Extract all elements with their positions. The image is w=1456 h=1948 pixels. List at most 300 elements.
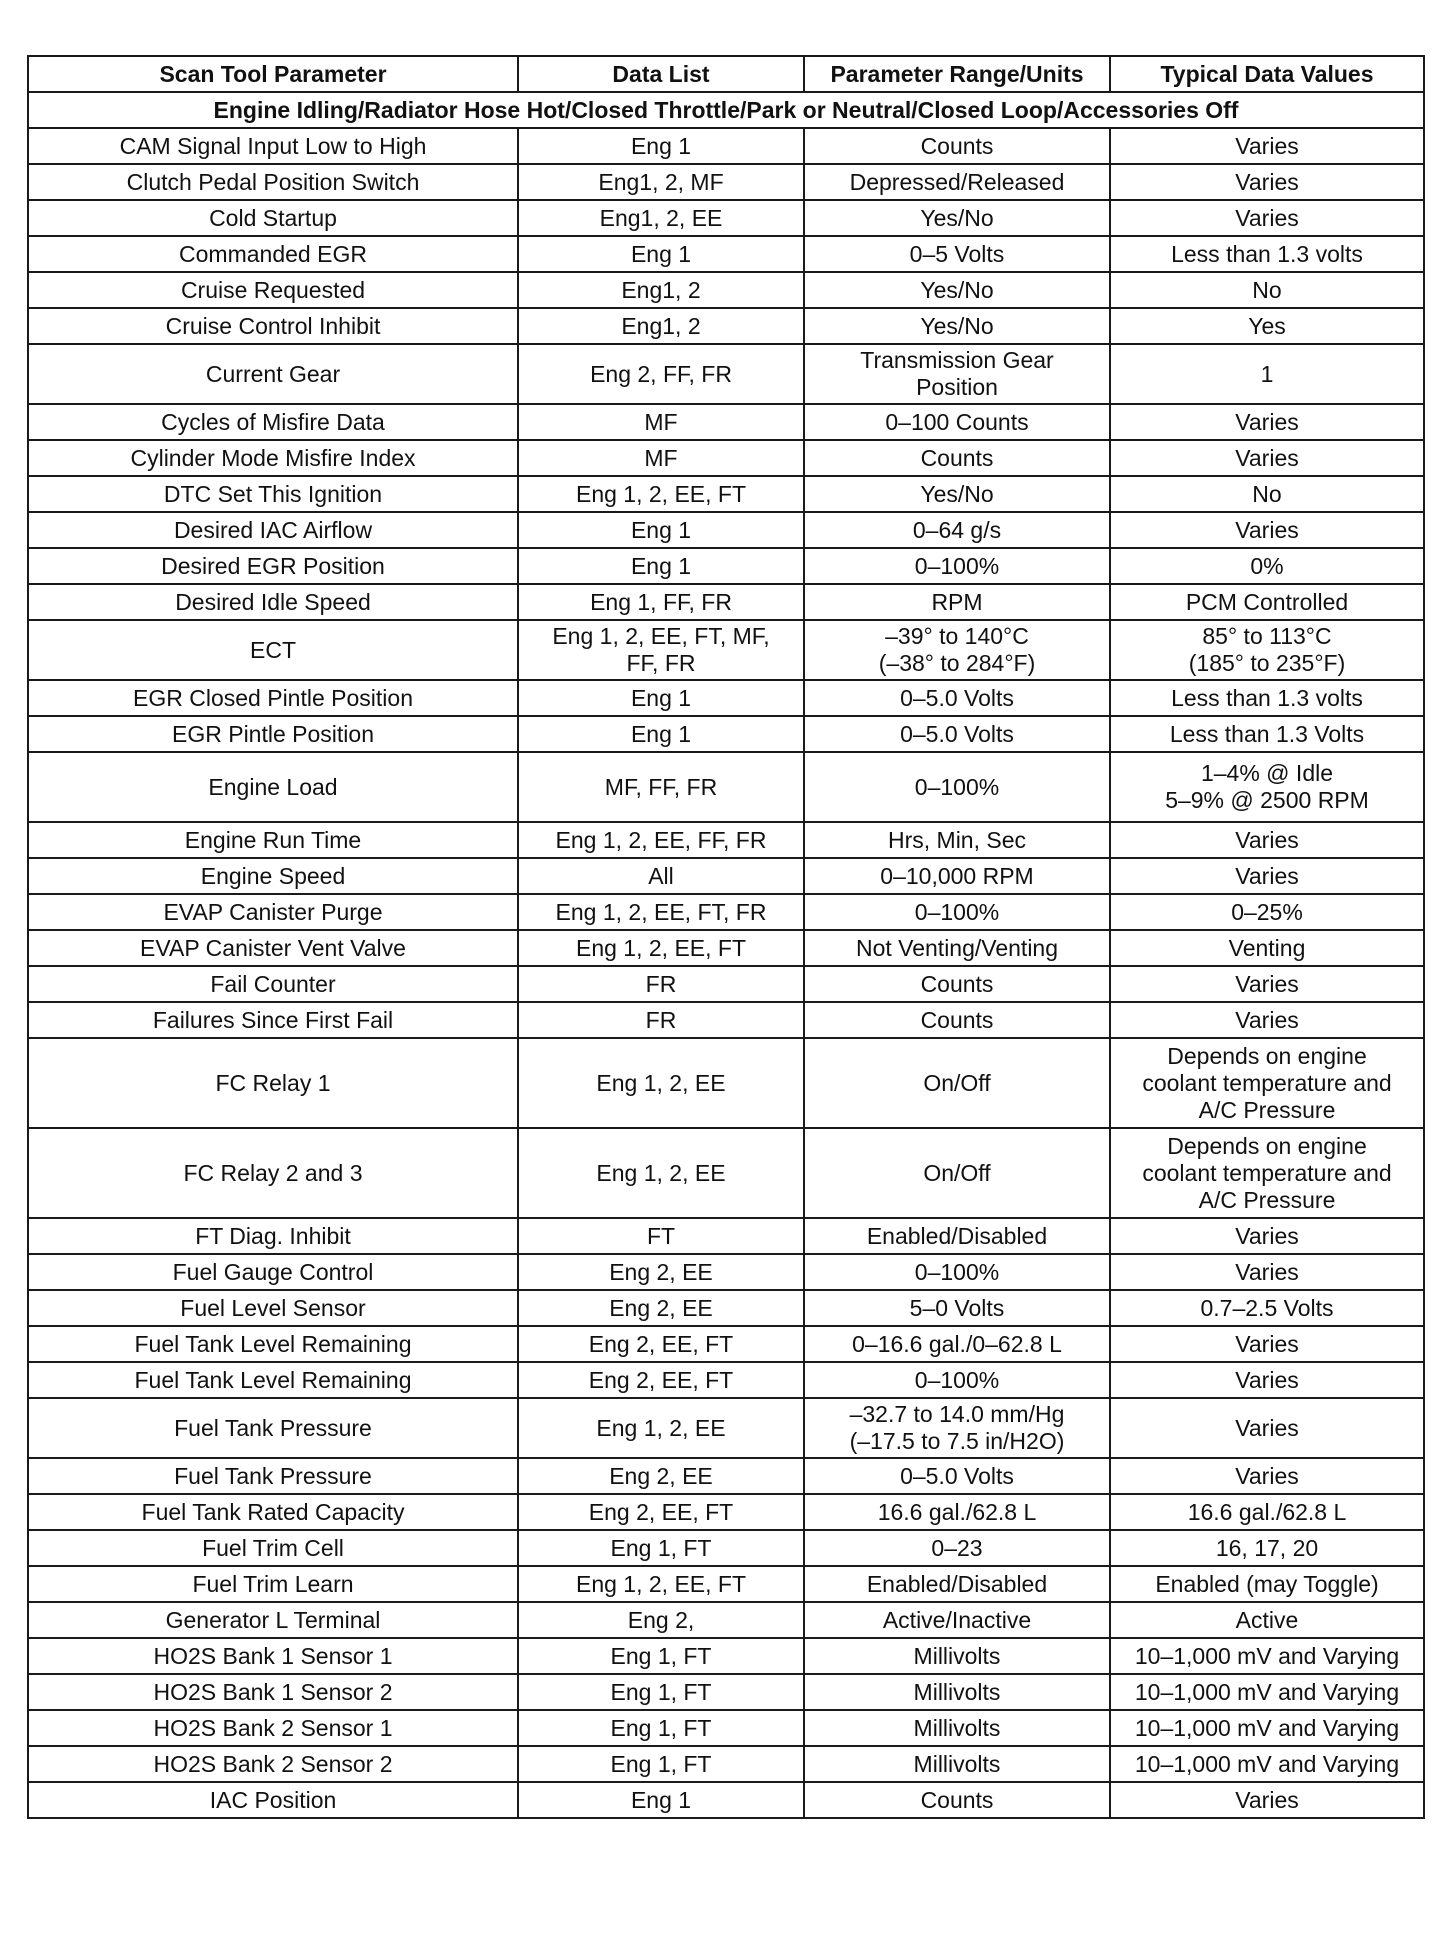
range-units-cell: [804, 308, 1110, 344]
cell-text: Varies: [1235, 970, 1299, 997]
table-row: [28, 1128, 1424, 1218]
typical-value-cell: [1110, 822, 1424, 858]
range-units-cell: [804, 966, 1110, 1002]
cell-text: 0–10,000 RPM: [880, 862, 1034, 889]
data-list-cell: [518, 128, 804, 164]
range-units-cell: [804, 1566, 1110, 1602]
cell-text: 0%: [1250, 552, 1284, 579]
parameter-cell: [28, 716, 518, 752]
range-units-cell: [804, 476, 1110, 512]
cell-text: EVAP Canister Vent Valve: [140, 934, 406, 961]
typical-value-cell: [1110, 716, 1424, 752]
data-list-cell: [518, 680, 804, 716]
range-units-cell: [804, 894, 1110, 930]
cell-text: 1: [1260, 360, 1274, 387]
cell-text: Varies: [1235, 444, 1299, 471]
parameter-cell: [28, 1782, 518, 1818]
data-list-cell: [518, 1002, 804, 1038]
cell-text: ECT: [250, 636, 296, 663]
header-row: [28, 56, 1424, 92]
cell-text: Fuel Trim Cell: [202, 1534, 344, 1561]
cell-text: 1–4% @ Idle 5–9% @ 2500 RPM: [1165, 760, 1369, 813]
parameter-cell: [28, 440, 518, 476]
data-list-cell: [518, 476, 804, 512]
data-list-cell: [518, 894, 804, 930]
table-row: [28, 1458, 1424, 1494]
table-row: [28, 512, 1424, 548]
cell-text: Varies: [1235, 204, 1299, 231]
cell-text: Millivolts: [913, 1642, 1001, 1669]
parameter-cell: [28, 1326, 518, 1362]
cell-text: Cylinder Mode Misfire Index: [130, 444, 416, 471]
cell-text: Fuel Tank Level Remaining: [134, 1330, 412, 1357]
cell-text: 0–25%: [1231, 898, 1303, 925]
cell-text: No: [1252, 480, 1282, 507]
table-row: [28, 1038, 1424, 1128]
range-units-cell: [804, 716, 1110, 752]
data-list-cell: [518, 272, 804, 308]
parameter-cell: [28, 894, 518, 930]
parameter-cell: [28, 128, 518, 164]
range-units-cell: [804, 1254, 1110, 1290]
typical-value-cell: [1110, 1128, 1424, 1218]
cell-text: Eng 1, 2, EE: [596, 1069, 726, 1096]
cell-text: MF: [644, 444, 678, 471]
parameter-cell: [28, 1362, 518, 1398]
typical-value-cell: [1110, 1782, 1424, 1818]
cell-text: HO2S Bank 1 Sensor 1: [153, 1642, 393, 1669]
parameter-cell: [28, 200, 518, 236]
data-list-cell: [518, 164, 804, 200]
cell-text: Not Venting/Venting: [855, 934, 1059, 961]
cell-text: 0–100 Counts: [885, 408, 1029, 435]
data-list-cell: [518, 1128, 804, 1218]
table-row: [28, 1782, 1424, 1818]
table-row: [28, 272, 1424, 308]
cell-text: FT: [646, 1222, 676, 1249]
table-row: [28, 894, 1424, 930]
typical-value-cell: [1110, 584, 1424, 620]
typical-value-cell: [1110, 344, 1424, 404]
cell-text: Eng 1, FT: [610, 1750, 712, 1777]
cell-text: Varies: [1235, 1006, 1299, 1033]
cell-text: FR: [645, 970, 677, 997]
typical-value-cell: [1110, 1458, 1424, 1494]
data-list-cell: [518, 930, 804, 966]
cell-text: Venting: [1228, 934, 1306, 961]
cell-text: Varies: [1235, 1462, 1299, 1489]
cell-text: MF, FF, FR: [604, 773, 718, 800]
typical-value-cell: [1110, 1674, 1424, 1710]
table-row: [28, 1254, 1424, 1290]
typical-value-cell: [1110, 128, 1424, 164]
cell-text: Depends on engine coolant temperature and A/C Pressure: [1142, 1132, 1392, 1213]
cell-text: –32.7 to 14.0 mm/Hg (–17.5 to 7.5 in/H2O): [849, 1401, 1065, 1454]
cell-text: 10–1,000 mV and Varying: [1134, 1642, 1400, 1669]
cell-text: Fuel Tank Pressure: [174, 1414, 372, 1441]
cell-text: Less than 1.3 volts: [1171, 684, 1363, 711]
table-row: [28, 1218, 1424, 1254]
parameter-cell: [28, 236, 518, 272]
range-units-cell: [804, 1128, 1110, 1218]
cell-text: Eng 1, 2, EE, FT, FR: [555, 898, 767, 925]
cell-text: FR: [645, 1006, 677, 1033]
cell-text: Yes/No: [920, 312, 994, 339]
table-row: [28, 1530, 1424, 1566]
cell-text: Eng1, 2, MF: [598, 168, 724, 195]
data-list-cell: [518, 620, 804, 680]
cell-text: 16.6 gal./62.8 L: [1187, 1498, 1347, 1525]
cell-text: Cold Startup: [209, 204, 337, 231]
data-list-cell: [518, 858, 804, 894]
table-row: [28, 308, 1424, 344]
cell-text: 0–64 g/s: [912, 516, 1002, 543]
cell-text: 85° to 113°C (185° to 235°F): [1188, 623, 1346, 676]
range-units-cell: [804, 1638, 1110, 1674]
cell-text: Hrs, Min, Sec: [887, 826, 1027, 853]
data-list-cell: [518, 344, 804, 404]
range-units-cell: [804, 236, 1110, 272]
cell-text: Engine Run Time: [184, 826, 362, 853]
range-units-cell: [804, 1602, 1110, 1638]
cell-text: Eng 1, FT: [610, 1534, 712, 1561]
table-row: [28, 858, 1424, 894]
cell-text: 0–5.0 Volts: [900, 684, 1014, 711]
cell-text: Commanded EGR: [179, 240, 367, 267]
typical-value-cell: [1110, 200, 1424, 236]
typical-value-cell: [1110, 1602, 1424, 1638]
cell-text: 0.7–2.5 Volts: [1200, 1294, 1334, 1321]
parameter-cell: [28, 858, 518, 894]
table-row: [28, 1602, 1424, 1638]
table-row: [28, 1290, 1424, 1326]
cell-text: Eng 1: [630, 684, 692, 711]
range-units-cell: [804, 1530, 1110, 1566]
cell-text: EGR Closed Pintle Position: [133, 684, 413, 711]
cell-text: Eng 2, EE, FT: [588, 1366, 734, 1393]
typical-value-cell: [1110, 1530, 1424, 1566]
range-units-cell: [804, 680, 1110, 716]
typical-value-cell: [1110, 1494, 1424, 1530]
range-units-cell: [804, 1362, 1110, 1398]
cell-text: Eng1, 2, EE: [599, 204, 723, 231]
cell-text: Engine Speed: [200, 862, 346, 889]
cell-text: Millivolts: [913, 1678, 1001, 1705]
cell-text: EGR Pintle Position: [172, 720, 374, 747]
cell-text: Counts: [920, 132, 994, 159]
parameter-cell: [28, 404, 518, 440]
table-row: [28, 584, 1424, 620]
cell-text: Yes/No: [920, 480, 994, 507]
condition-row: [28, 92, 1424, 128]
parameter-cell: [28, 512, 518, 548]
typical-value-cell: [1110, 308, 1424, 344]
cell-text: 0–5.0 Volts: [900, 720, 1014, 747]
table-row: [28, 620, 1424, 680]
cell-text: Eng 2, EE, FT: [588, 1330, 734, 1357]
parameter-cell: [28, 822, 518, 858]
cell-text: Eng 2, EE: [609, 1294, 713, 1321]
range-units-cell: [804, 858, 1110, 894]
parameter-cell: [28, 1566, 518, 1602]
header-parameter-range-units: Parameter Range/Units: [804, 56, 1110, 92]
range-units-cell: [804, 164, 1110, 200]
typical-value-cell: [1110, 404, 1424, 440]
range-units-cell: [804, 752, 1110, 822]
table-row: [28, 822, 1424, 858]
data-list-cell: [518, 1638, 804, 1674]
typical-value-cell: [1110, 1398, 1424, 1458]
cell-text: Eng 1, FT: [610, 1678, 712, 1705]
cell-text: Current Gear: [205, 360, 341, 387]
typical-value-cell: [1110, 930, 1424, 966]
table-row: [28, 680, 1424, 716]
cell-text: Cruise Control Inhibit: [165, 312, 381, 339]
range-units-cell: [804, 128, 1110, 164]
range-units-cell: [804, 1746, 1110, 1782]
cell-text: 0–100%: [914, 1366, 1000, 1393]
typical-value-cell: [1110, 476, 1424, 512]
cell-text: RPM: [931, 588, 983, 615]
cell-text: Millivolts: [913, 1750, 1001, 1777]
cell-text: Transmission Gear Position: [860, 347, 1054, 400]
cell-text: Generator L Terminal: [165, 1606, 381, 1633]
range-units-cell: [804, 1002, 1110, 1038]
header-typical-data-values: Typical Data Values: [1110, 56, 1424, 92]
cell-text: Eng 2, EE, FT: [588, 1498, 734, 1525]
cell-text: Counts: [920, 970, 994, 997]
table-row: [28, 1494, 1424, 1530]
table-row: [28, 164, 1424, 200]
table-row: [28, 1710, 1424, 1746]
parameter-cell: [28, 272, 518, 308]
table-row: [28, 1002, 1424, 1038]
parameter-cell: [28, 1638, 518, 1674]
cell-text: Eng 1: [630, 132, 692, 159]
cell-text: Clutch Pedal Position Switch: [126, 168, 420, 195]
cell-text: FT Diag. Inhibit: [195, 1222, 351, 1249]
range-units-cell: [804, 1038, 1110, 1128]
range-units-cell: [804, 440, 1110, 476]
cell-text: 0–16.6 gal./0–62.8 L: [852, 1330, 1062, 1357]
parameter-cell: [28, 1530, 518, 1566]
parameter-cell: [28, 1494, 518, 1530]
cell-text: HO2S Bank 1 Sensor 2: [153, 1678, 393, 1705]
cell-text: 5–0 Volts: [909, 1294, 1005, 1321]
cell-text: Varies: [1235, 408, 1299, 435]
data-list-cell: [518, 1038, 804, 1128]
table-row: [28, 476, 1424, 512]
table-row: [28, 404, 1424, 440]
cell-text: PCM Controlled: [1185, 588, 1349, 615]
data-list-cell: [518, 404, 804, 440]
parameter-cell: [28, 680, 518, 716]
typical-value-cell: [1110, 966, 1424, 1002]
table-row: [28, 128, 1424, 164]
data-list-cell: [518, 1566, 804, 1602]
range-units-cell: [804, 404, 1110, 440]
cell-text: Eng 2, EE: [609, 1462, 713, 1489]
data-list-cell: [518, 1362, 804, 1398]
cell-text: Enabled/Disabled: [866, 1222, 1048, 1249]
range-units-cell: [804, 1710, 1110, 1746]
parameter-cell: [28, 1254, 518, 1290]
range-units-cell: [804, 930, 1110, 966]
cell-text: Desired Idle Speed: [175, 588, 371, 615]
cell-text: Varies: [1235, 1222, 1299, 1249]
typical-value-cell: [1110, 236, 1424, 272]
typical-value-cell: [1110, 440, 1424, 476]
cell-text: HO2S Bank 2 Sensor 1: [153, 1714, 393, 1741]
cell-text: Eng 1, 2, EE, FF, FR: [555, 826, 767, 853]
data-list-cell: [518, 1458, 804, 1494]
table-row: [28, 1362, 1424, 1398]
data-list-cell: [518, 584, 804, 620]
cell-text: No: [1252, 276, 1282, 303]
cell-text: Eng 1, 2, EE: [596, 1414, 726, 1441]
cell-text: 10–1,000 mV and Varying: [1134, 1714, 1400, 1741]
typical-value-cell: [1110, 272, 1424, 308]
range-units-cell: [804, 272, 1110, 308]
data-list-cell: [518, 1710, 804, 1746]
typical-value-cell: [1110, 1038, 1424, 1128]
cell-text: Varies: [1235, 1366, 1299, 1393]
cell-text: 0–23: [931, 1534, 983, 1561]
cell-text: MF: [644, 408, 678, 435]
cell-text: On/Off: [923, 1159, 991, 1186]
cell-text: Engine Load: [208, 773, 338, 800]
cell-text: 0–100%: [914, 898, 1000, 925]
data-list-cell: [518, 308, 804, 344]
range-units-cell: [804, 620, 1110, 680]
cell-text: FC Relay 1: [215, 1069, 331, 1096]
table-row: [28, 716, 1424, 752]
cell-text: Varies: [1235, 132, 1299, 159]
cell-text: Fuel Level Sensor: [180, 1294, 366, 1321]
header-data-list: Data List: [518, 56, 804, 92]
range-units-cell: [804, 1398, 1110, 1458]
cell-text: Eng1, 2: [621, 276, 701, 303]
table-row: [28, 1566, 1424, 1602]
cell-text: Yes: [1248, 312, 1286, 339]
data-list-cell: [518, 1602, 804, 1638]
cell-text: Varies: [1235, 1330, 1299, 1357]
parameter-cell: [28, 1398, 518, 1458]
cell-text: Eng 1, FT: [610, 1714, 712, 1741]
typical-value-cell: [1110, 1566, 1424, 1602]
parameter-cell: [28, 584, 518, 620]
parameter-cell: [28, 1290, 518, 1326]
cell-text: Varies: [1235, 1786, 1299, 1813]
parameter-cell: [28, 308, 518, 344]
cell-text: Fail Counter: [210, 970, 336, 997]
cell-text: Active/Inactive: [882, 1606, 1032, 1633]
data-list-cell: [518, 1218, 804, 1254]
cell-text: Varies: [1235, 862, 1299, 889]
parameter-cell: [28, 1002, 518, 1038]
cell-text: IAC Position: [209, 1786, 337, 1813]
cell-text: Cycles of Misfire Data: [161, 408, 385, 435]
typical-value-cell: [1110, 512, 1424, 548]
table-row: [28, 440, 1424, 476]
range-units-cell: [804, 1494, 1110, 1530]
range-units-cell: [804, 1218, 1110, 1254]
cell-text: Varies: [1235, 168, 1299, 195]
parameter-cell: [28, 548, 518, 584]
range-units-cell: [804, 1782, 1110, 1818]
cell-text: Eng 1, 2, EE, FT: [575, 480, 747, 507]
cell-text: FC Relay 2 and 3: [183, 1159, 363, 1186]
data-list-cell: [518, 1746, 804, 1782]
range-units-cell: [804, 344, 1110, 404]
cell-text: Eng 1, 2, EE, FT, MF, FF, FR: [552, 623, 770, 676]
parameter-cell: [28, 1038, 518, 1128]
cell-text: Desired IAC Airflow: [173, 516, 373, 543]
cell-text: 10–1,000 mV and Varying: [1134, 1750, 1400, 1777]
parameter-cell: [28, 344, 518, 404]
data-list-cell: [518, 1398, 804, 1458]
cell-text: Eng 2, FF, FR: [590, 360, 732, 387]
data-list-cell: [518, 236, 804, 272]
parameter-cell: [28, 476, 518, 512]
cell-text: Eng 1: [630, 720, 692, 747]
parameter-cell: [28, 752, 518, 822]
cell-text: Eng1, 2: [621, 312, 701, 339]
range-units-cell: [804, 584, 1110, 620]
table-row: [28, 966, 1424, 1002]
typical-value-cell: [1110, 620, 1424, 680]
table-row: [28, 752, 1424, 822]
cell-text: 16, 17, 20: [1215, 1534, 1319, 1561]
range-units-cell: [804, 1458, 1110, 1494]
cell-text: Eng 1: [630, 516, 692, 543]
range-units-cell: [804, 548, 1110, 584]
cell-text: 0–100%: [914, 773, 1000, 800]
typical-value-cell: [1110, 752, 1424, 822]
typical-value-cell: [1110, 1254, 1424, 1290]
cell-text: Desired EGR Position: [161, 552, 385, 579]
range-units-cell: [804, 822, 1110, 858]
test-condition: Engine Idling/Radiator Hose Hot/Closed Throttle/Park or Neutral/Closed Loop/Accessories Off: [28, 92, 1424, 128]
data-list-cell: [518, 966, 804, 1002]
cell-text: –39° to 140°C (–38° to 284°F): [878, 623, 1036, 676]
cell-text: On/Off: [923, 1069, 991, 1096]
cell-text: DTC Set This Ignition: [163, 480, 383, 507]
typical-value-cell: [1110, 1710, 1424, 1746]
cell-text: Depressed/Released: [849, 168, 1065, 195]
parameter-cell: [28, 1674, 518, 1710]
data-list-cell: [518, 822, 804, 858]
cell-text: Depends on engine coolant temperature and A/C Pressure: [1142, 1042, 1392, 1123]
typical-value-cell: [1110, 1326, 1424, 1362]
parameter-cell: [28, 930, 518, 966]
range-units-cell: [804, 1674, 1110, 1710]
typical-value-cell: [1110, 1290, 1424, 1326]
cell-text: Eng 1: [630, 240, 692, 267]
parameter-cell: [28, 1218, 518, 1254]
cell-text: HO2S Bank 2 Sensor 2: [153, 1750, 393, 1777]
data-list-cell: [518, 1782, 804, 1818]
data-list-cell: [518, 1494, 804, 1530]
cell-text: Fuel Tank Pressure: [174, 1462, 372, 1489]
typical-value-cell: [1110, 1002, 1424, 1038]
cell-text: Eng 1: [630, 552, 692, 579]
parameter-cell: [28, 1602, 518, 1638]
data-list-cell: [518, 716, 804, 752]
cell-text: Varies: [1235, 826, 1299, 853]
range-units-cell: [804, 1290, 1110, 1326]
table-row: [28, 1398, 1424, 1458]
